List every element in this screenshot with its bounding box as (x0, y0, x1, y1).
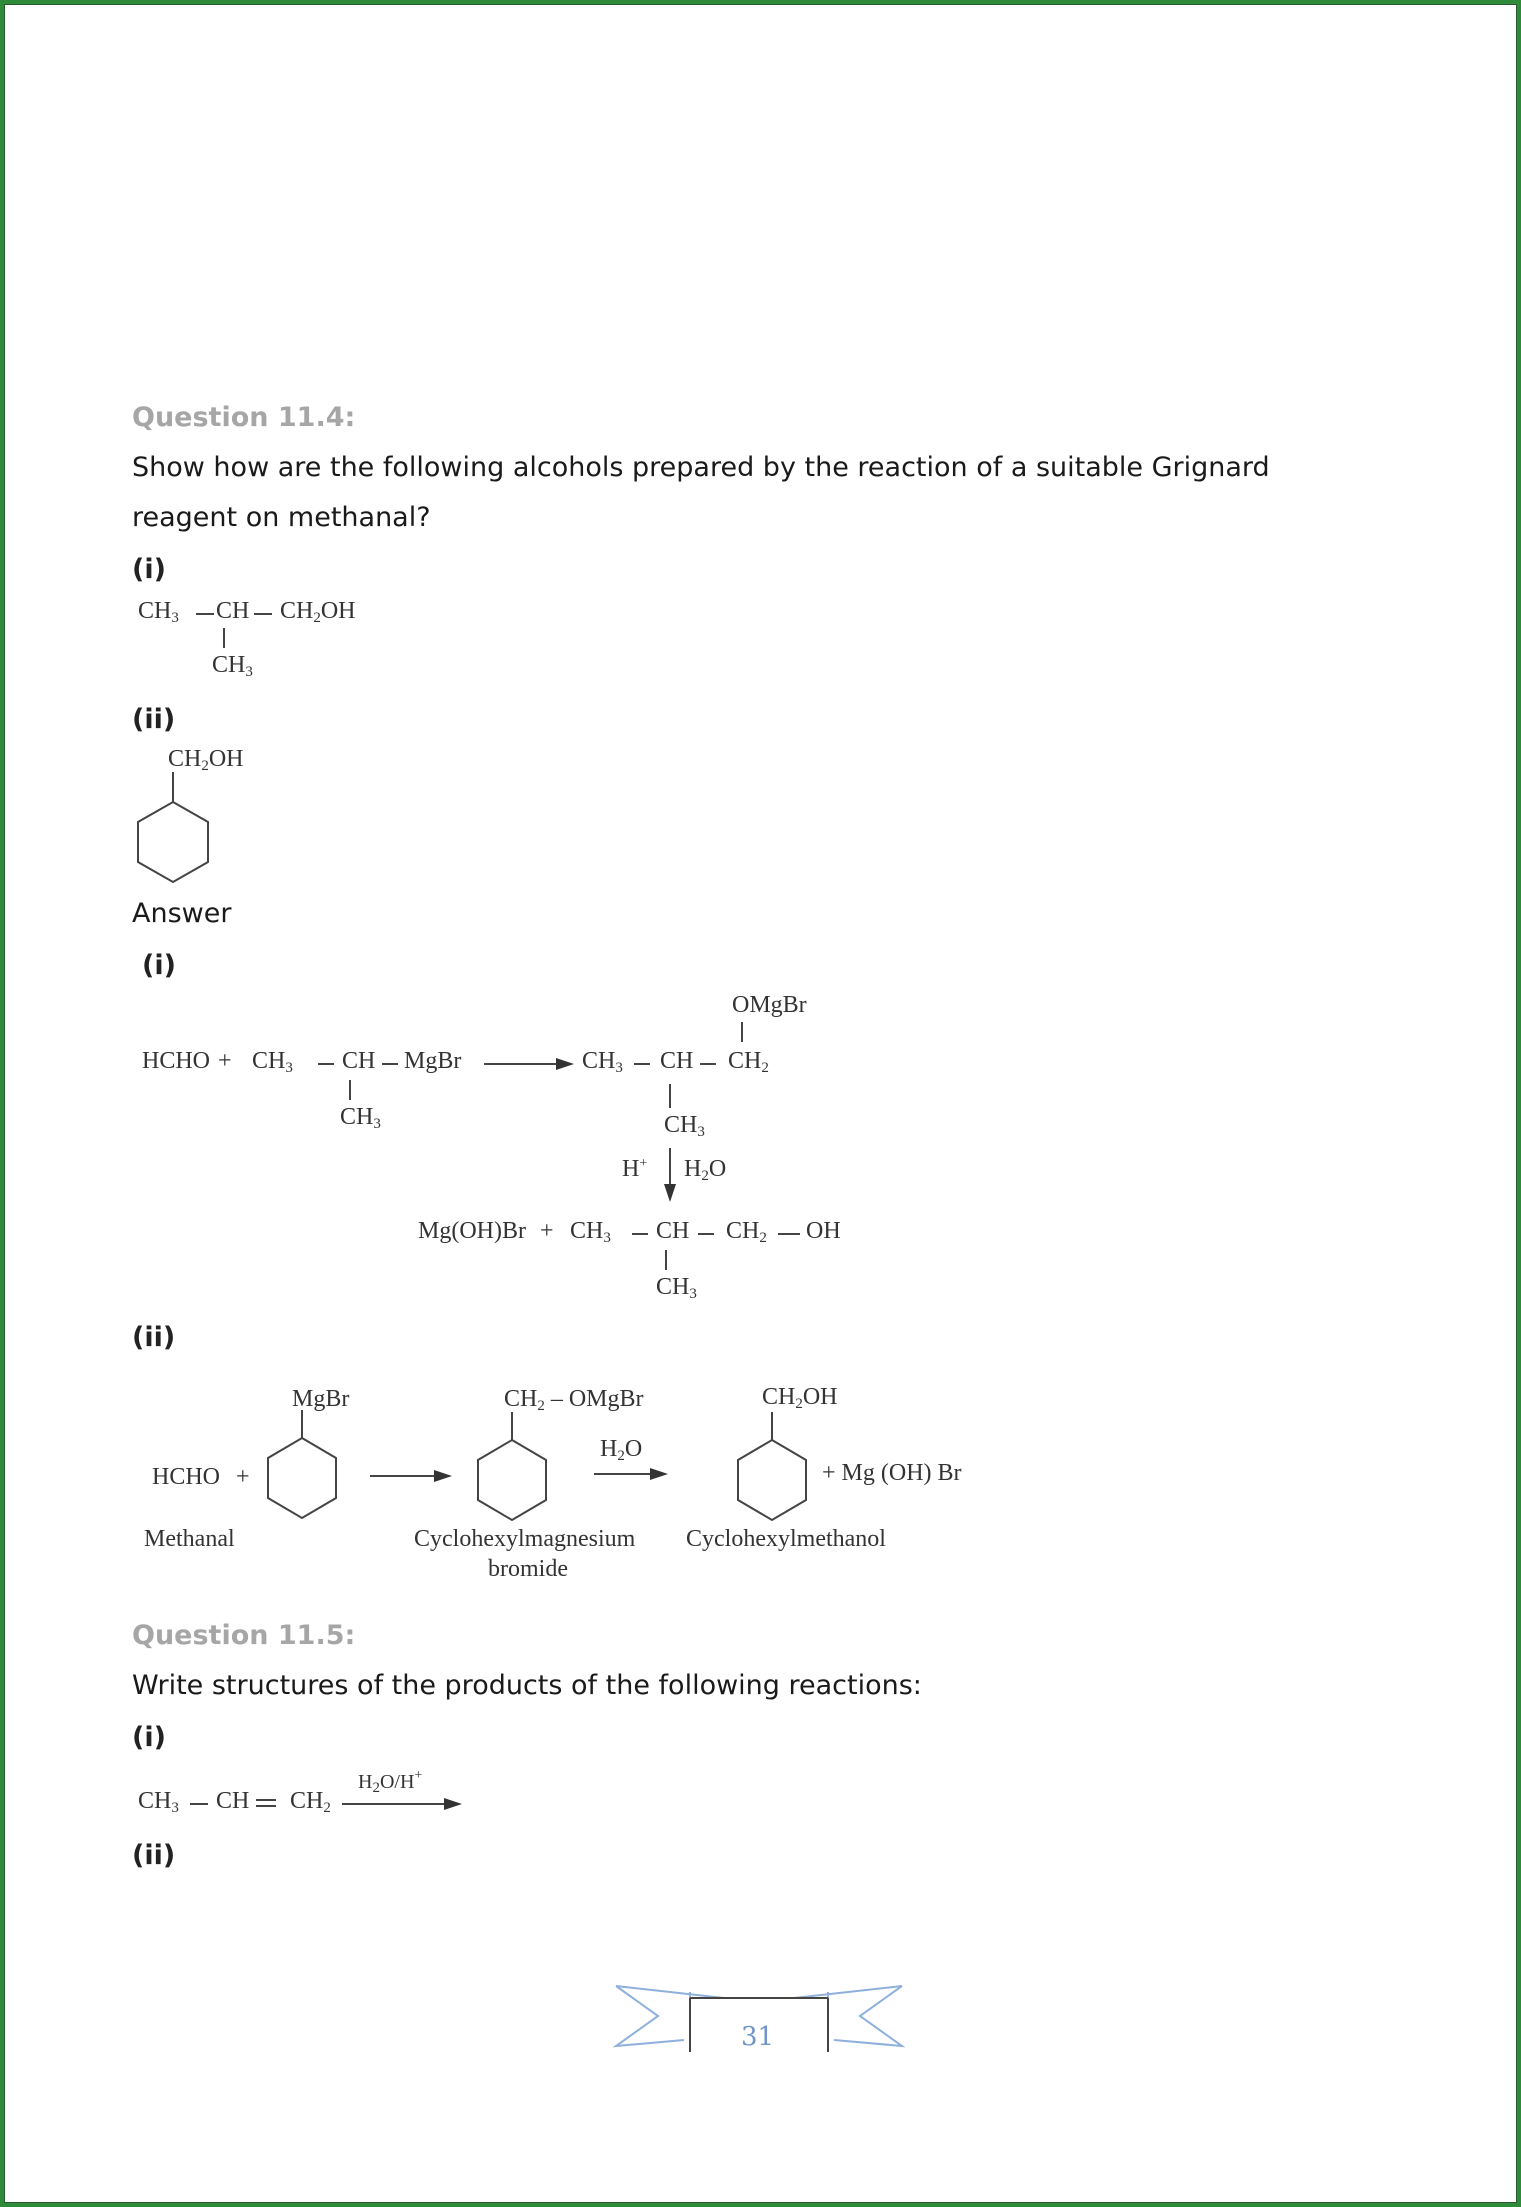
question-11-5-heading: Question 11.5: (132, 1620, 356, 1651)
question-11-5-part-i-label: (i) (132, 1722, 166, 1753)
cyclohexane-ring-icon (136, 772, 216, 884)
question-11-5-text: Write structures of the products of the following reactions: (132, 1670, 922, 1701)
bond-line (778, 1232, 802, 1236)
chem-h2o-h-plus: $H_2O/H^+$ (358, 1768, 423, 1796)
chem-h2o: $H_2O$ (684, 1156, 727, 1184)
chem-h-plus: H+ (622, 1156, 648, 1182)
chem-ch2-omgbr: $CH_2$ – OMgBr (504, 1386, 644, 1414)
chem-ch3: $CH_3$ (252, 1048, 293, 1076)
reaction-arrow-icon (484, 1056, 576, 1072)
label-bromide: bromide (488, 1556, 568, 1582)
bond-line (318, 1062, 336, 1066)
chem-ch: CH (216, 1788, 250, 1814)
chem-ch: CH (660, 1048, 694, 1074)
chem-ch2: $CH_2$ (726, 1218, 767, 1246)
chem-ch3: $CH_3$ (570, 1218, 611, 1246)
chem-h2o: $H_2O$ (600, 1436, 643, 1464)
question-11-4-text-line1: Show how are the following alcohols prepared by the reaction of a suitable Grignard (132, 452, 1270, 483)
bond-line (196, 612, 216, 616)
chem-omgbr: OMgBr (732, 992, 807, 1018)
chem-ch2oh: $CH_2OH$ (762, 1384, 838, 1412)
reaction-arrow-icon (594, 1466, 670, 1482)
bond-line (634, 1062, 652, 1066)
chem-hcho: HCHO (142, 1048, 211, 1074)
chem-ch2oh: $CH_2OH$ (280, 598, 356, 626)
label-methanal: Methanal (144, 1526, 235, 1552)
page-number: 31 (741, 2022, 775, 2052)
chem-mgohbr: Mg(OH)Br (418, 1218, 526, 1244)
chem-ch3-branch: $CH_3$ (340, 1104, 381, 1132)
question-11-4-heading: Question 11.4: (132, 402, 356, 433)
bond-line (700, 1062, 718, 1066)
chem-ch: CH (342, 1048, 376, 1074)
chem-ch3: $CH_3$ (138, 1788, 179, 1816)
chem-ch3-branch: $CH_3$ (664, 1112, 705, 1140)
bond-line-vertical (664, 1250, 668, 1274)
chem-hcho: HCHO (152, 1464, 221, 1490)
chem-ch: CH (656, 1218, 690, 1244)
reaction-arrow-icon (370, 1468, 454, 1484)
answer-i-label: (i) (142, 950, 176, 981)
cyclohexane-ring-icon (266, 1410, 342, 1522)
chem-ch3-branch: $CH_3$ (212, 652, 253, 680)
bond-line-vertical (222, 628, 226, 652)
cyclohexane-ring-icon (476, 1412, 552, 1524)
question-11-5-part-ii-label: (ii) (132, 1840, 176, 1871)
bond-line (382, 1062, 400, 1066)
bond-line-vertical (740, 1022, 744, 1046)
chem-mgohbr: + Mg (OH) Br (822, 1460, 962, 1486)
chem-ch2oh-sub: $CH_2OH$ (168, 746, 244, 774)
question-11-4-part-ii-label: (ii) (132, 704, 176, 735)
bond-line (190, 1802, 210, 1806)
bond-line (632, 1232, 650, 1236)
bond-line-vertical (668, 1084, 672, 1112)
chem-mgbr: MgBr (404, 1048, 462, 1074)
reaction-arrow-down-icon (662, 1148, 678, 1204)
chem-plus: + (540, 1218, 554, 1244)
answer-ii-label: (ii) (132, 1322, 176, 1353)
question-11-4-part-i-label: (i) (132, 554, 166, 585)
chem-ch-mid: CH (216, 598, 250, 624)
bond-line (254, 612, 274, 616)
double-bond-line (256, 1798, 278, 1808)
reaction-arrow-icon (342, 1796, 464, 1812)
chem-mgbr: MgBr (292, 1386, 350, 1412)
chem-ch3-left: $CH_3$ (138, 598, 179, 626)
label-cyclohexylmethanol: Cyclohexylmethanol (686, 1526, 886, 1552)
chem-ch2: $CH_2$ (728, 1048, 769, 1076)
bond-line (698, 1232, 716, 1236)
chem-plus: + (218, 1048, 232, 1074)
question-11-4-text-line2: reagent on methanal? (132, 502, 431, 533)
bond-line-vertical (348, 1080, 352, 1104)
label-cyclohexylmagnesium: Cyclohexylmagnesium (414, 1526, 636, 1552)
chem-ch2: $CH_2$ (290, 1788, 331, 1816)
chem-plus: + (236, 1464, 250, 1490)
chem-oh: OH (806, 1218, 841, 1244)
answer-label: Answer (132, 898, 232, 929)
chem-ch3: $CH_3$ (582, 1048, 623, 1076)
cyclohexane-ring-icon (736, 1412, 812, 1524)
chem-ch3-branch: $CH_3$ (656, 1274, 697, 1302)
